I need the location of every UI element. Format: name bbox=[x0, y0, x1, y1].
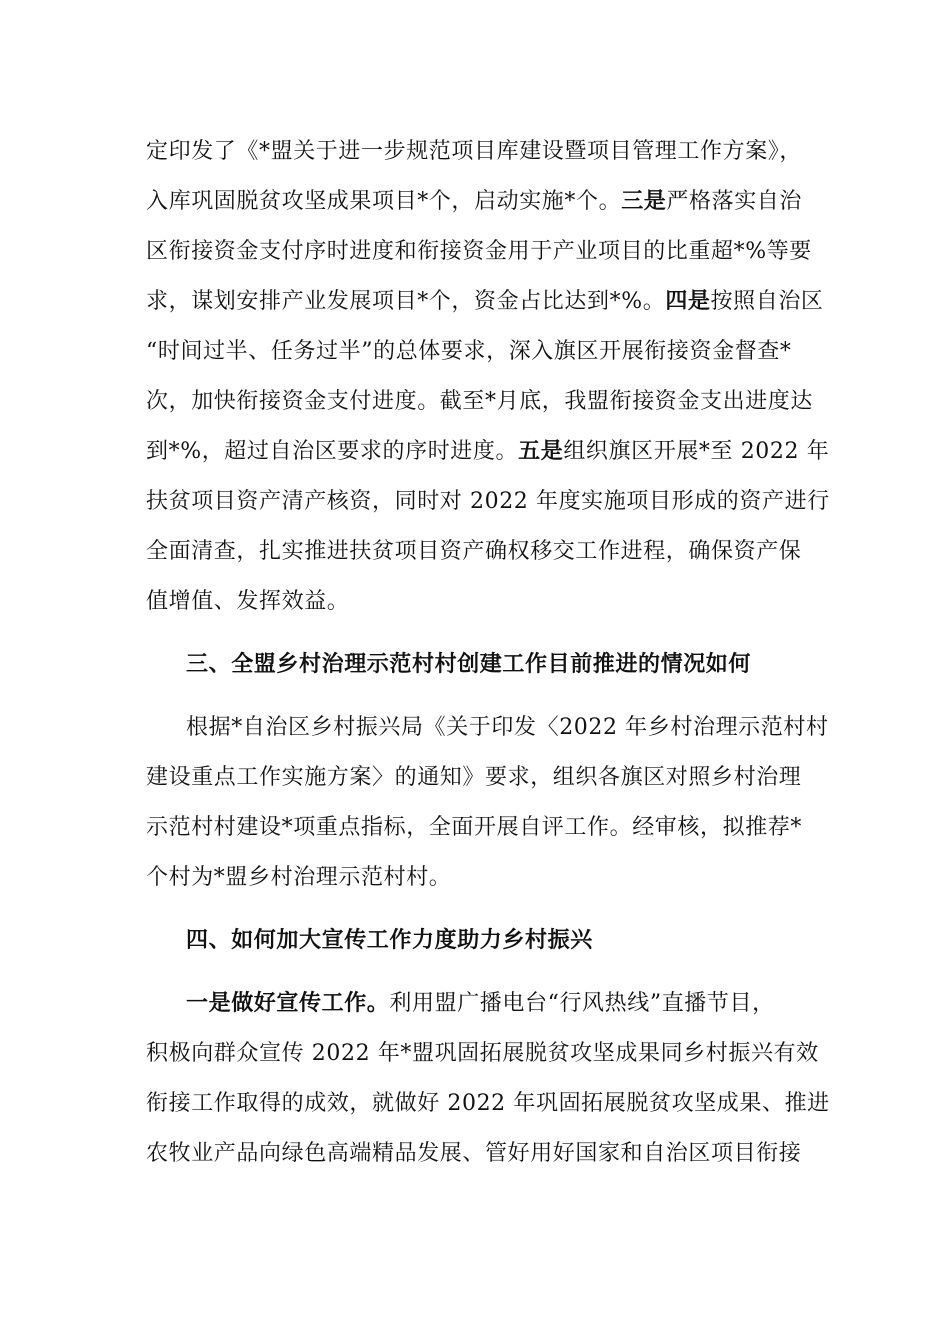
paragraph-line: 个村为*盟乡村治理示范村村。 bbox=[146, 865, 452, 890]
text-run: 区衔接资金支付序时进度和衔接资金用于产业项目的比重超*%等要 bbox=[146, 239, 812, 264]
paragraph-line bbox=[146, 587, 806, 617]
text-run: 利用盟广播电台“行风热线”直播节目， bbox=[389, 991, 775, 1016]
paragraph-line bbox=[146, 537, 806, 567]
text-run: 值增值、发挥效益。 bbox=[146, 589, 350, 614]
paragraph-line bbox=[146, 487, 830, 517]
bold-marker: 三是 bbox=[621, 189, 667, 214]
text-run: 到*%，超过自治区要求的序时进度。 bbox=[146, 439, 519, 464]
text-run: 次，加快衔接资金支付进度。截至*月底，我盟衔接资金支出进度达 bbox=[146, 389, 814, 414]
text-run: 定印发了《*盟关于进一步规范项目库建设暨项目管理工作方案》， bbox=[146, 139, 803, 164]
text-run: “时间过半、任务过半”的总体要求，深入旗区开展衔接资金督查* bbox=[146, 339, 792, 364]
bold-marker: 四是 bbox=[665, 289, 711, 314]
paragraph-line bbox=[146, 387, 814, 417]
text-run: 入库巩固脱贫攻坚成果项目*个，启动实施*个。 bbox=[146, 189, 622, 214]
section-heading: 四、如何加大宣传工作力度助力乡村振兴 bbox=[186, 928, 593, 953]
section-heading: 三、全盟乡村治理示范村村创建工作目前推进的情况如何 bbox=[186, 652, 752, 677]
paragraph-line bbox=[146, 187, 806, 217]
text-run: 全面清查，扎实推进扶贫项目资产确权移交工作进程，确保资产保 bbox=[146, 539, 802, 564]
paragraph-line bbox=[146, 137, 806, 167]
paragraph-line bbox=[146, 337, 806, 367]
text-run: 扶贫项目资产清产核资，同时对 2022 年度实施项目形成的资产进行 bbox=[146, 489, 830, 514]
text-run: 严格落实自治 bbox=[666, 189, 803, 214]
bold-lead: 一是做好宣传工作。 bbox=[186, 991, 390, 1016]
bold-marker: 五是 bbox=[518, 439, 564, 464]
text-run: 求，谋划安排产业发展项目*个，资金占比达到*%。 bbox=[146, 289, 666, 314]
paragraph-line: 衔接工作取得的成效，就做好 2022 年巩固拓展脱贫攻坚成果、推进 bbox=[146, 1091, 830, 1116]
paragraph-line: 积极向群众宣传 2022 年*盟巩固拓展脱贫攻坚成果同乡村振兴有效 bbox=[146, 1041, 819, 1066]
paragraph-line: 建设重点工作实施方案〉的通知》要求，组织各旗区对照乡村治理 bbox=[146, 765, 802, 790]
paragraph-line: 示范村村建设*项重点指标，全面开展自评工作。经审核，拟推荐* bbox=[146, 815, 803, 840]
paragraph-line bbox=[186, 989, 846, 1019]
paragraph-line bbox=[146, 437, 830, 467]
paragraph-line: 根据*自治区乡村振兴局《关于印发〈2022 年乡村治理示范村村 bbox=[186, 715, 829, 740]
text-run: 按照自治区 bbox=[710, 289, 824, 314]
paragraph-line: 农牧业产品向绿色高端精品发展、管好用好国家和自治区项目衔接 bbox=[146, 1141, 802, 1166]
paragraph-line bbox=[146, 237, 812, 267]
text-run: 组织旗区开展*至 2022 年 bbox=[563, 439, 830, 464]
paragraph-line bbox=[146, 287, 824, 317]
